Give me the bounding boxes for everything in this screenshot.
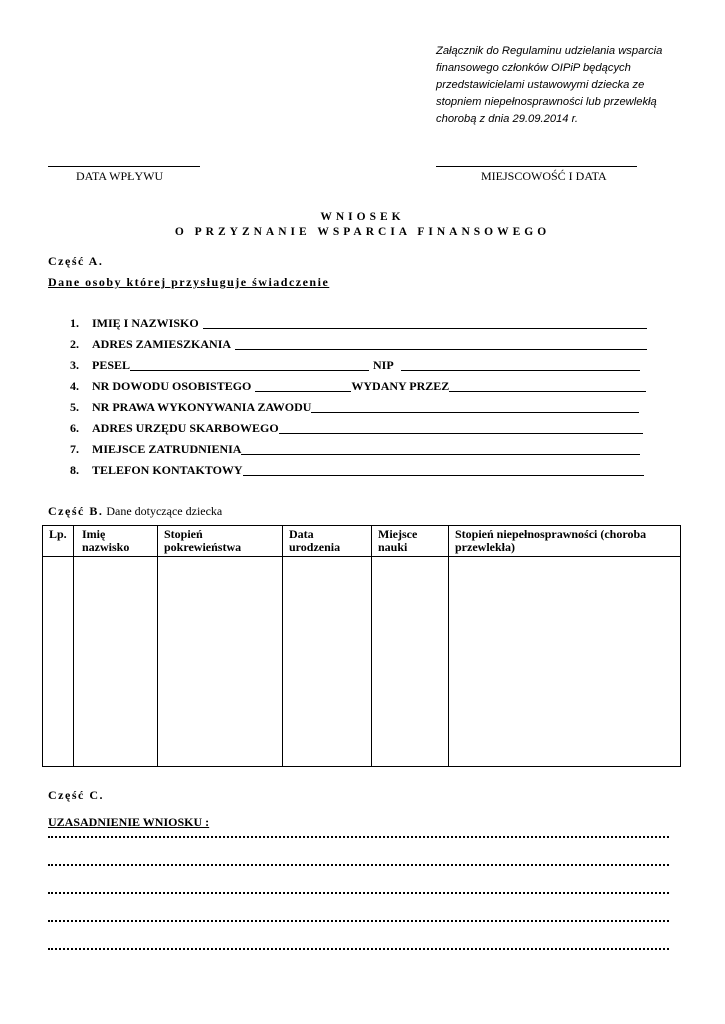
header-line: pokrewieństwa — [164, 540, 242, 554]
justification-line[interactable] — [48, 892, 669, 894]
field-label-nip: NIP — [373, 358, 394, 372]
workplace-input-line[interactable] — [241, 454, 640, 455]
header-line: Lp. — [49, 527, 67, 541]
form-title: WNIOSEK — [320, 211, 405, 223]
field-label: NR DOWODU OSOBISTEGO — [92, 379, 252, 393]
field-label: PESEL — [92, 358, 131, 372]
annex-line: stopniem niepełnosprawności lub przewlekłą — [436, 96, 657, 108]
field-label: NR PRAWA WYKONYWANIA ZAWODU — [92, 400, 312, 414]
field-label: ADRES URZĘDU SKARBOWEGO — [92, 421, 279, 435]
field-number: 3. — [70, 358, 79, 372]
place-date-label: MIEJSCOWOŚĆ I DATA — [481, 169, 607, 183]
field-number: 7. — [70, 442, 79, 456]
column-header — [283, 526, 372, 557]
table-row — [43, 557, 681, 767]
annex-line: przedstawicielami ustawowymi dziecka ze — [436, 79, 645, 91]
name-input-line[interactable] — [203, 328, 647, 329]
justification-line[interactable] — [48, 920, 669, 922]
tax-office-input-line[interactable] — [279, 433, 643, 434]
part-c-heading: Część C. — [48, 788, 104, 802]
justification-line[interactable] — [48, 948, 669, 950]
table-header-row — [43, 526, 681, 557]
table-cell[interactable] — [449, 557, 681, 767]
field-label: ADRES ZAMIESZKANIA — [92, 337, 232, 351]
nip-input-line[interactable] — [401, 370, 640, 371]
part-b-description: Dane dotyczące dziecka — [106, 504, 223, 518]
table-cell[interactable] — [74, 557, 158, 767]
pesel-input-line[interactable] — [130, 370, 369, 371]
part-a-heading: Część A. — [48, 254, 104, 268]
children-table — [42, 525, 681, 767]
field-number: 1. — [70, 316, 79, 330]
header-line: nazwisko — [82, 540, 130, 554]
field-id-card — [70, 378, 646, 394]
field-tax-office — [70, 420, 643, 436]
field-number: 8. — [70, 463, 79, 477]
field-number: 2. — [70, 337, 79, 351]
annex-line: finansowego członków OIPiP będących — [436, 62, 631, 74]
field-license — [70, 399, 639, 415]
id-card-input-line[interactable] — [255, 391, 351, 392]
field-label: TELEFON KONTAKTOWY — [92, 463, 243, 477]
justification-title: UZASADNIENIE WNIOSKU : — [48, 815, 210, 829]
license-input-line[interactable] — [311, 412, 639, 413]
field-label: MIEJSCE ZATRUDNIENIA — [92, 442, 242, 456]
place-date-line[interactable] — [436, 166, 637, 167]
field-name — [70, 315, 647, 331]
header-line: Stopień — [164, 527, 203, 541]
header-line: Imię — [82, 527, 106, 541]
annex-line: chorobą z dnia 29.09.2014 r. — [436, 113, 579, 125]
part-b-heading — [48, 504, 222, 519]
field-workplace — [70, 441, 640, 457]
header-line: nauki — [378, 540, 408, 554]
table-cell[interactable] — [283, 557, 372, 767]
header-line: przewlekła) — [455, 540, 515, 554]
field-label-issued-by: WYDANY PRZEZ — [351, 379, 450, 393]
table-cell[interactable] — [158, 557, 283, 767]
column-header — [74, 526, 158, 557]
header-line: urodzenia — [289, 540, 341, 554]
part-b-title: Część B. — [48, 504, 104, 518]
annex-line: Załącznik do Regulaminu udzielania wsparcia — [436, 45, 663, 57]
header-line: Stopień niepełnosprawności (choroba — [455, 527, 647, 541]
column-header — [158, 526, 283, 557]
field-label: IMIĘ I NAZWISKO — [92, 316, 199, 330]
column-header — [43, 526, 74, 557]
form-subtitle: O PRZYZNANIE WSPARCIA FINANSOWEGO — [174, 226, 551, 238]
issued-by-input-line[interactable] — [449, 391, 646, 392]
field-number: 4. — [70, 379, 79, 393]
justification-line[interactable] — [48, 836, 669, 838]
table-cell[interactable] — [43, 557, 74, 767]
annex-note — [436, 43, 696, 128]
table-cell[interactable] — [372, 557, 449, 767]
field-address — [70, 336, 647, 352]
field-number: 6. — [70, 421, 79, 435]
date-received-line[interactable] — [48, 166, 200, 167]
header-line: Miejsce — [378, 527, 418, 541]
address-input-line[interactable] — [235, 349, 647, 350]
field-number: 5. — [70, 400, 79, 414]
date-received-label: DATA WPŁYWU — [76, 169, 164, 183]
column-header — [449, 526, 681, 557]
column-header — [372, 526, 449, 557]
phone-input-line[interactable] — [243, 475, 644, 476]
header-line: Data — [289, 527, 314, 541]
justification-line[interactable] — [48, 864, 669, 866]
field-pesel-nip — [70, 357, 640, 373]
part-a-subtitle: Dane osoby której przysługuje świadczenie — [48, 275, 330, 289]
field-phone — [70, 462, 644, 478]
